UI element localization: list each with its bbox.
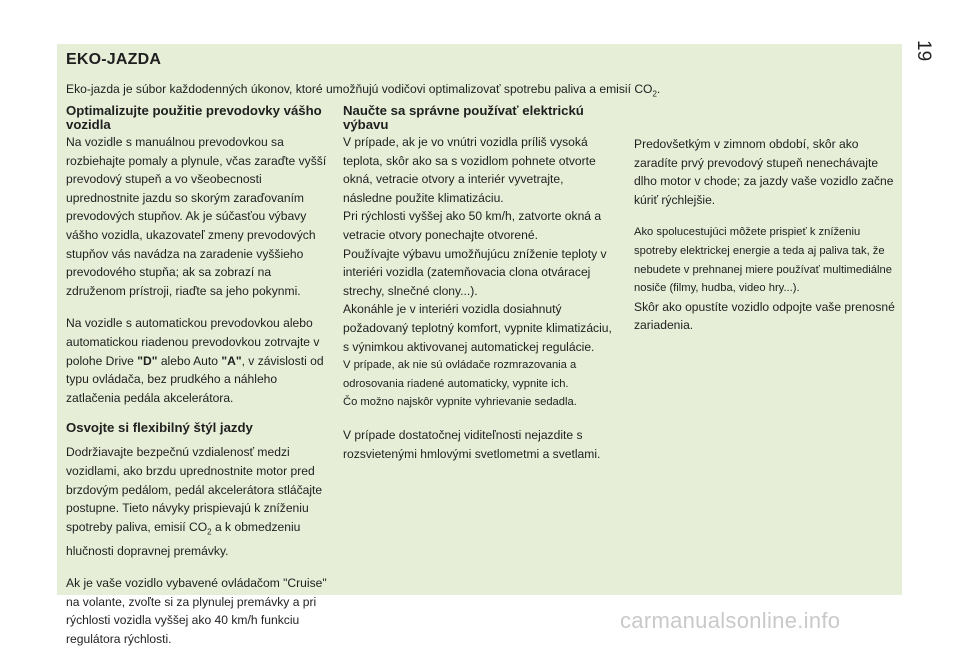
paragraph-cruise-control: Ak je vaše vozidlo vybavené ovládačom "Cruise" na volante, zvoľte si za plynulej premávky a pri rýchlosti vozidla vyššej ako 40 km/h funkciu regulátora rýchlosti.	[66, 576, 327, 647]
paragraph-defrost: V prípade, ak nie sú ovládače rozmrazovania a odrosovania riadené automaticky, vypnite ich.	[343, 359, 577, 390]
column-2	[343, 104, 613, 463]
column-1	[66, 104, 334, 649]
paragraph-winter: Predovšetkým v zimnom období, skôr ako zaradíte prvý prevodový stupeň nenechávajte dlho motor v chode; za jazdy vaše vozidlo začne kúriť rýchlejšie.	[634, 137, 894, 207]
paragraph-passengers: Ako spolucestujúci môžete prispieť k zníženiu spotreby elektrickej energie a teda aj paliva tak, že nebudete v prehnanej miere používať multimediálne nosiče (filmy, hudba, video hry...).	[634, 226, 892, 295]
paragraph-unplug-devices: Skôr ako opustíte vozidlo odpojte vaše prenosné zariadenia.	[634, 299, 895, 333]
watermark: carmanualsonline.info	[620, 608, 841, 633]
page-number: 19	[913, 40, 934, 62]
paragraph-ventilation: V prípade, ak je vo vnútri vozidla príliš vysoká teplota, skôr ako sa s vozidlom pohnete otvorte okná, vetracie otvory a interiér vyvetrajte, následne použite klimatizáciu.	[343, 135, 596, 205]
paragraph-fog-lights: V prípade dostatočnej viditeľnosti nejazdite s rozsvietenými hmlovými svetlometmi a svetlami.	[343, 427, 601, 461]
paragraph-shading: Používajte výbavu umožňujúcu zníženie teploty v interiéri vozidla (zatemňovacia clona otváracej strechy, slnečné clony...).	[343, 246, 607, 298]
paragraph-manual-gearbox: Na vozidle s manuálnou prevodovkou sa rozbiehajte pomaly a plynule, včas zaraďte vyšší prevodový stupeň a vo všeobecnosti uprednostnite jazdu so skorým zaraďovaním prevodových stupňov. Ak je súčasťou výbavy vášho vozidla, ukazovateľ zmeny prevodových stupňov vás navádza na zaradenie vyššieho prevodového stupňa; ak sa zobrazí na združenom prístroji, riaďte sa jeho pokynmi.	[66, 135, 327, 298]
paragraph-speed-windows: Pri rýchlosti vyššej ako 50 km/h, zatvorte okná a vetracie otvory ponechajte otvorené.	[343, 209, 602, 242]
paragraph-seat-heating: Čo možno najskôr vypnite vyhrievanie sedadla.	[343, 396, 577, 409]
column-3	[634, 135, 902, 335]
paragraph-safe-distance: Dodržiavajte bezpečnú vzdialenosť medzi vozidlami, ako brzdu uprednostnite motor pred brzdovým pedálom, pedál akcelerátora stláčajte postupne. Tieto návyky prispievajú k zníženiu spotreby paliva, emisií $CO_2$ a k obmedzeniu hlučnosti dopravnej premávky.	[66, 445, 323, 558]
section-heading-electrical: Naučte sa správne používať elektrickú výbavu	[343, 103, 584, 132]
paragraph-automatic-gearbox: Na vozidle s automatickou prevodovkou alebo automatickou riadenou prevodovkou zotrvajte v polohe Drive "D" alebo Auto "A", v závislosti od typu ovládača, bez prudkého a náhleho zatlačenia pedála akcelerátora.	[66, 316, 324, 405]
intro-text: Eko-jazda je súbor každodenných úkonov, ktoré umožňujú vodičovi optimalizovať spotrebu paliva a emisií $CO_2$.	[66, 82, 661, 99]
section-heading-gearbox: Optimalizujte použitie prevodovky vášho vozidla	[66, 103, 322, 132]
section-heading-driving-style: Osvojte si flexibilný štýl jazdy	[66, 420, 253, 436]
page-title: EKO-JAZDA	[66, 51, 162, 68]
paragraph-air-conditioning: Akonáhle je v interiéri vozidla dosiahnutý požadovaný teplotný komfort, vypnite klimatizáciu, s výnimkou aktivovanej automatickej regulácie.	[343, 302, 612, 354]
